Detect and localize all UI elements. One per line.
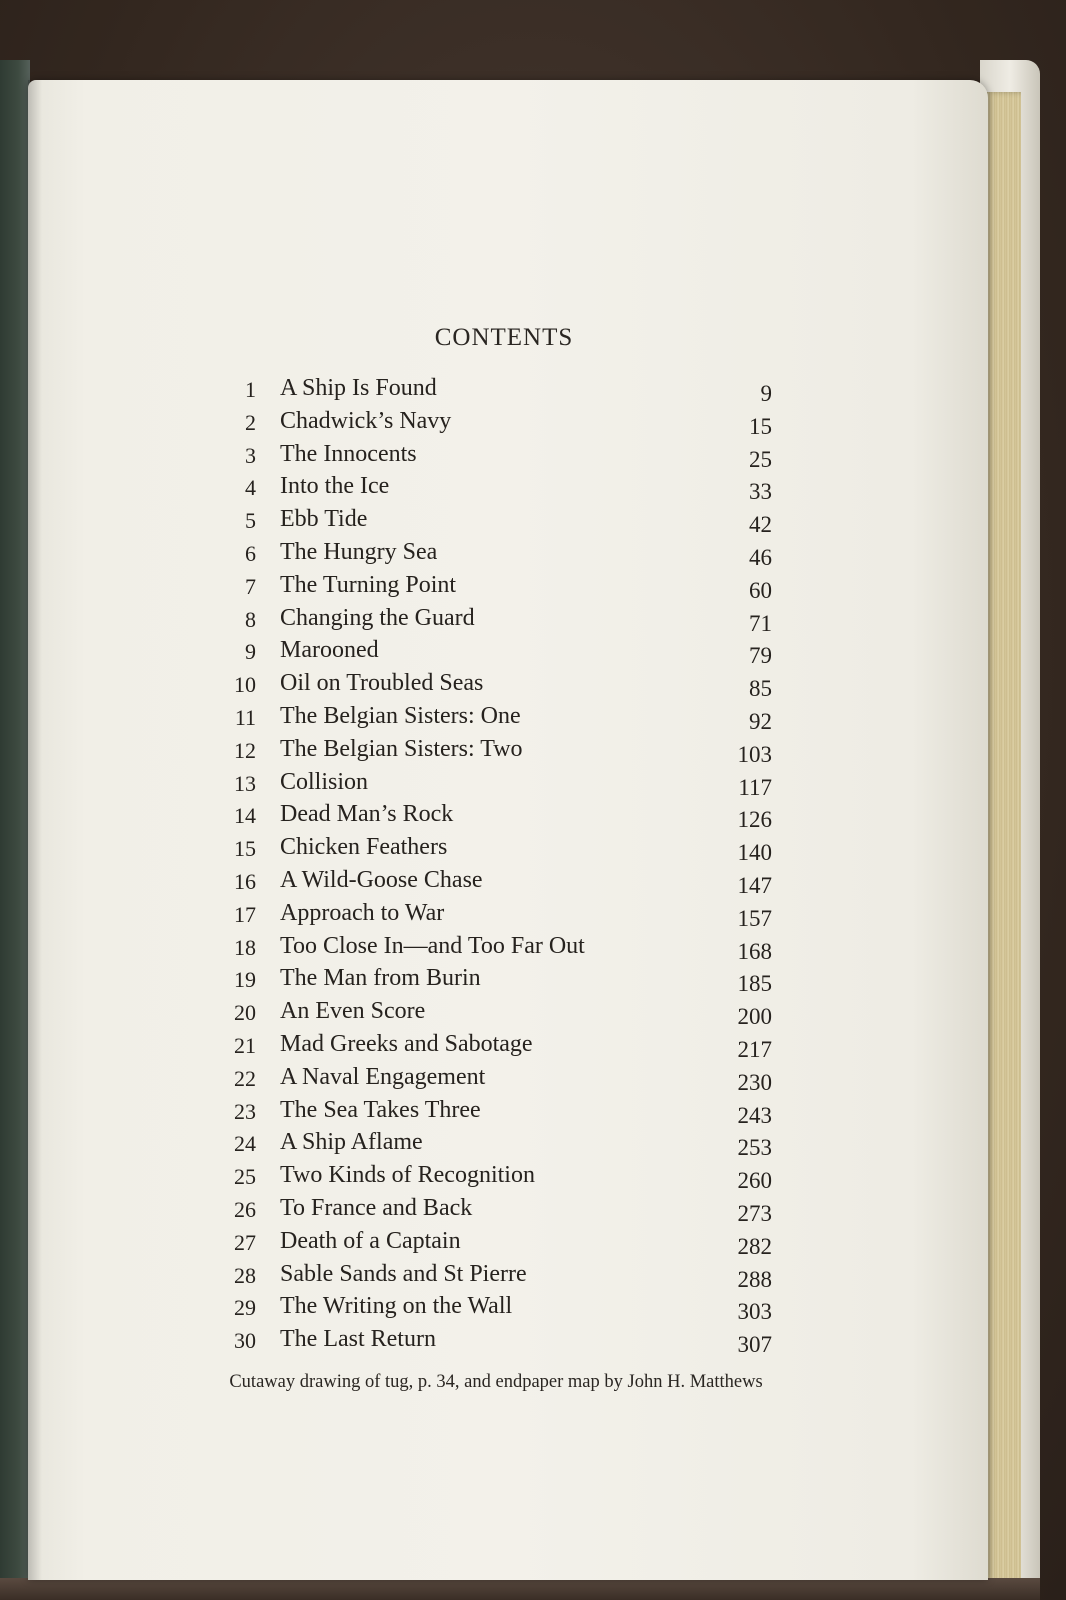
chapter-page-number: 126 [737,807,772,833]
toc-entry [208,1290,788,1323]
book-cover-bottom-edge [0,1578,1040,1600]
table-of-contents [208,372,788,1356]
chapter-title: Too Close In—and Too Far Out [280,932,585,959]
chapter-number: 8 [245,606,256,632]
chapter-number: 30 [234,1328,256,1354]
chapter-number: 6 [245,540,256,566]
chapter-page-number: 303 [737,1299,772,1325]
chapter-number: 15 [234,836,256,862]
chapter-page-number: 46 [749,544,772,570]
chapter-page-number: 288 [737,1266,772,1292]
contents-heading: CONTENTS [434,324,574,351]
chapter-number: 12 [234,737,256,763]
gutter-shadow [28,80,42,1580]
chapter-number: 2 [245,409,256,435]
chapter-number: 5 [245,508,256,534]
chapter-number: 11 [234,704,256,730]
chapter-number: 25 [234,1164,256,1190]
toc-entry [208,372,788,405]
chapter-title: The Last Return [280,1326,436,1353]
chapter-title: A Wild-Goose Chase [280,866,483,893]
chapter-title: Collision [280,768,369,795]
chapter-number: 24 [234,1131,256,1157]
chapter-page-number: 92 [749,708,772,734]
chapter-number: 29 [234,1295,256,1321]
chapter-title: Oil on Troubled Seas [280,670,484,697]
chapter-number: 28 [234,1262,256,1288]
chapter-title: Approach to War [280,899,445,926]
chapter-number: 16 [234,868,256,894]
chapter-page-number: 260 [737,1168,772,1194]
chapter-page-number: 282 [737,1233,772,1259]
toc-entry [208,1028,788,1061]
chapter-page-number: 71 [749,610,772,636]
toc-entry [208,1159,788,1192]
chapter-title: The Turning Point [280,571,457,598]
chapter-number: 27 [234,1229,256,1255]
chapter-number: 23 [234,1098,256,1124]
chapter-page-number: 253 [737,1135,772,1161]
chapter-page-number: 85 [749,676,772,702]
chapter-page-number: 117 [738,774,772,800]
chapter-title: A Naval Engagement [280,1063,486,1090]
chapter-title: Into the Ice [280,473,390,500]
toc-entry [208,798,788,831]
chapter-title: Sable Sands and St Pierre [280,1260,527,1287]
chapter-title: Dead Man’s Rock [280,801,454,828]
chapter-page-number: 168 [737,938,772,964]
toc-entry [208,864,788,897]
chapter-title: Marooned [280,637,379,664]
chapter-page-number: 33 [749,479,772,505]
chapter-title: A Ship Is Found [280,375,437,401]
toc-entry [208,667,788,700]
toc-entry [208,831,788,864]
chapter-page-number: 9 [760,381,772,406]
chapter-page-number: 185 [737,971,772,997]
chapter-page-number: 217 [737,1036,772,1062]
toc-entry [208,470,788,503]
chapter-title: The Man from Burin [280,965,481,992]
chapter-title: Ebb Tide [280,506,368,533]
chapter-page-number: 103 [737,741,772,767]
toc-entry [208,569,788,602]
book-cover-left-edge [0,60,30,1600]
toc-entry [208,1323,788,1356]
toc-entry [208,897,788,930]
chapter-number: 1 [245,377,256,402]
chapter-page-number: 307 [737,1332,772,1358]
toc-entry [208,962,788,995]
chapter-title: The Hungry Sea [280,538,438,565]
chapter-number: 3 [245,442,256,468]
chapter-number: 19 [234,967,256,993]
toc-entry [208,700,788,733]
chapter-page-number: 147 [737,872,772,898]
toc-entry [208,602,788,635]
toc-entry [208,733,788,766]
chapter-title: A Ship Aflame [280,1129,423,1156]
toc-entry [208,1126,788,1159]
toc-entry [208,1225,788,1258]
toc-entry [208,1192,788,1225]
toc-entry [208,438,788,471]
book-page [28,80,988,1580]
toc-entry [208,930,788,963]
toc-entry [208,1094,788,1127]
toc-entry [208,1258,788,1291]
chapter-title: Chicken Feathers [280,834,448,861]
chapter-number: 13 [234,770,256,796]
chapter-page-number: 42 [749,512,772,538]
chapter-number: 21 [234,1032,256,1058]
chapter-number: 10 [234,672,256,698]
toc-entry [208,405,788,438]
chapter-page-number: 200 [737,1004,772,1030]
chapter-title: The Innocents [280,440,417,467]
chapter-number: 9 [245,639,256,665]
chapter-page-number: 25 [749,446,772,472]
chapter-title: Changing the Guard [280,604,475,631]
chapter-page-number: 243 [737,1102,772,1128]
toc-entry [208,634,788,667]
toc-entry [208,503,788,536]
chapter-title: Death of a Captain [280,1227,461,1254]
chapter-title: The Belgian Sisters: One [280,702,521,729]
toc-entry [208,1061,788,1094]
chapter-number: 22 [234,1065,256,1091]
chapter-title: The Writing on the Wall [280,1293,513,1320]
chapter-title: An Even Score [280,998,426,1025]
chapter-title: The Sea Takes Three [280,1096,481,1123]
chapter-page-number: 140 [737,840,772,866]
illustration-credit: Cutaway drawing of tug, p. 34, and endpaper map by John H. Matthews [229,1372,763,1392]
chapter-number: 18 [234,934,256,960]
toc-entry [208,536,788,569]
chapter-number: 14 [234,803,256,829]
chapter-number: 4 [245,475,256,501]
chapter-page-number: 60 [749,577,772,603]
chapter-number: 17 [234,901,256,927]
chapter-title: Mad Greeks and Sabotage [280,1030,533,1057]
chapter-title: Chadwick’s Navy [280,407,452,434]
toc-entry [208,766,788,799]
chapter-page-number: 273 [737,1200,772,1226]
chapter-title: To France and Back [280,1194,473,1221]
chapter-title: The Belgian Sisters: Two [280,735,523,762]
page-block-edges [985,92,1021,1587]
chapter-page-number: 157 [737,905,772,931]
chapter-number: 7 [245,573,256,599]
chapter-page-number: 230 [737,1069,772,1095]
toc-entry [208,995,788,1028]
chapter-number: 26 [234,1196,256,1222]
chapter-page-number: 79 [749,643,772,669]
chapter-number: 20 [234,1000,256,1026]
chapter-title: Two Kinds of Recognition [280,1162,535,1189]
chapter-page-number: 15 [749,413,772,439]
